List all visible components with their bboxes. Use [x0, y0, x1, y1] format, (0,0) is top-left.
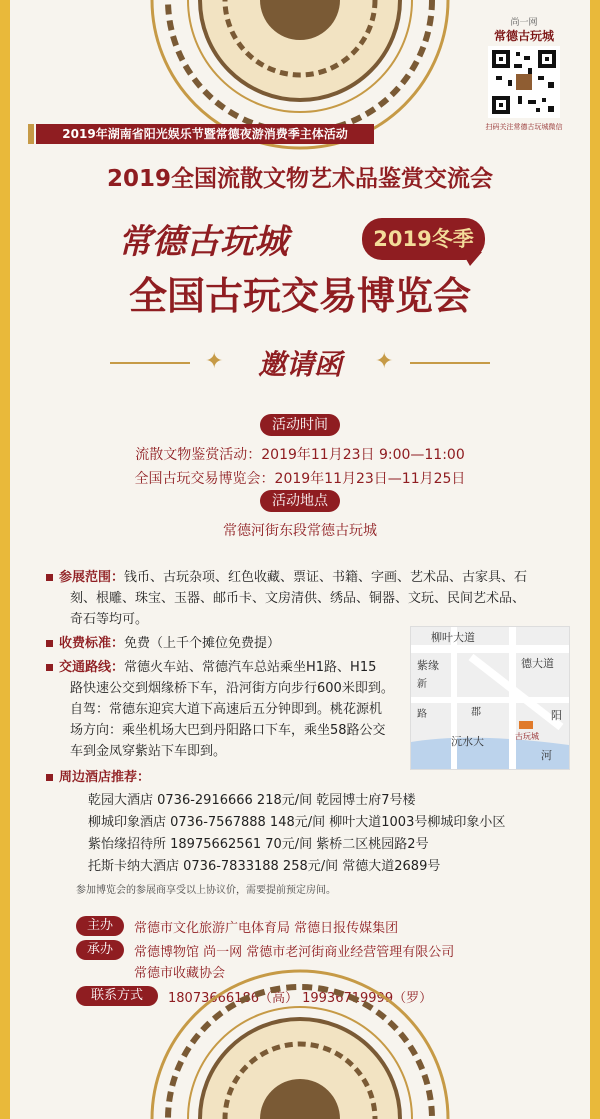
- fee-line: 收费标准：免费（上千个摊位免费提）: [46, 632, 280, 651]
- qr-brand-name: 常德古玩城: [493, 29, 554, 43]
- host-text: 常德市文化旅游广电体育局 常德日报传媒集团: [134, 921, 399, 936]
- map-spot-label: 古玩城: [515, 732, 539, 741]
- qr-section: [476, 18, 572, 132]
- qr-brand: 尚一网: [510, 18, 538, 28]
- map-road-label: 阳: [551, 709, 562, 722]
- co-label: 承办: [76, 940, 124, 960]
- season-badge-tail: [462, 252, 482, 266]
- map-road-label: 沅水大: [451, 735, 484, 748]
- traffic-line-1: 交通路线：常德火车站、常德汽车总站乘坐H1路、H15: [46, 656, 376, 675]
- bullet-icon: [46, 574, 53, 581]
- map-graphic: [411, 627, 569, 769]
- main-title: 2019全国流散文物艺术品鉴赏交流会: [106, 166, 493, 192]
- invitation-title: 邀请函: [257, 348, 342, 381]
- location-map[interactable]: [410, 626, 570, 770]
- star-icon: ✦: [205, 349, 224, 374]
- activity-banner: 2019年湖南省阳光娱乐节暨常德夜游消费季主体活动: [36, 124, 374, 144]
- contact-label: 联系方式: [76, 986, 158, 1006]
- star-icon: ✦: [375, 349, 394, 374]
- map-road-label: 紫缘: [417, 659, 439, 672]
- poster: [10, 0, 590, 1119]
- hotel-item: 乾园大酒店 0736-2916666 218元/间 乾园博士府7号楼: [88, 793, 416, 808]
- bottom-ornament: [150, 969, 450, 1119]
- traffic-line-4: 场方向：乘坐机场大巴到丹阳路口下车，乘坐58路公交: [70, 723, 386, 738]
- scope-line-1: 参展范围：钱币、古玩杂项、红色收藏、票证、书籍、字画、艺术品、古家具、石: [46, 566, 527, 585]
- hotel-item: 柳城印象酒店 0736-7567888 148元/间 柳叶大道1003号柳城印象小区: [88, 815, 506, 830]
- invitation-row: [10, 338, 590, 388]
- divider-right: [410, 362, 490, 364]
- map-road-label: 郡: [471, 707, 481, 718]
- map-road-label: 新: [417, 679, 427, 690]
- activity-1: 流散文物鉴赏活动：2019年11月23日 9:00—11:00: [135, 447, 465, 463]
- traffic-line-5: 车到金凤穿紫站下车即到。: [70, 744, 227, 759]
- brand-row: [10, 212, 590, 262]
- qr-code[interactable]: [488, 46, 560, 118]
- traffic-line-3: 自驾：常德东迎宾大道下高速后五分钟即到。桃花源机: [70, 702, 383, 717]
- banner-accent: [28, 124, 34, 144]
- hotel-item: 托斯卡纳大酒店 0736-7833188 258元/间 常德大道2689号: [88, 859, 441, 874]
- scope-line-3: 奇石等均可。: [70, 612, 149, 627]
- qr-caption: 扫码关注常德古玩城微信: [485, 123, 563, 131]
- hotel-heading: 周边酒店推荐：: [46, 766, 150, 785]
- bullet-icon: [46, 664, 53, 671]
- map-road-label: 德大道: [521, 657, 554, 670]
- location-text: 常德河街东段常德古玩城: [223, 523, 377, 539]
- co-text-2: 常德市收藏协会: [134, 966, 226, 981]
- host-label: 主办: [76, 916, 124, 936]
- traffic-line-2: 路快速公交到烟缘桥下车，沿河街方向步行600米即到。: [70, 681, 394, 696]
- expo-title: 全国古玩交易博览会: [128, 274, 471, 318]
- brand-calligraphy: 常德古玩城: [118, 222, 288, 262]
- location-label: 活动地点: [260, 490, 340, 512]
- map-road-label: 路: [417, 709, 427, 720]
- map-road-label: 河: [541, 749, 552, 762]
- time-label: 活动时间: [260, 414, 340, 436]
- map-road-label: 柳叶大道: [431, 631, 475, 644]
- bullet-icon: [46, 640, 53, 647]
- hotel-item: 紫怡缘招待所 18975662561 70元/间 紫桥二区桃园路2号: [88, 837, 429, 852]
- contact-text: 18073666186（高） 19936719999（罗）: [168, 991, 433, 1006]
- hotel-note: 参加博览会的参展商享受以上协议价，需要提前预定房间。: [76, 885, 336, 896]
- activity-2: 全国古玩交易博览会：2019年11月23日—11月25日: [134, 471, 466, 487]
- scope-line-2: 刻、根雕、珠宝、玉器、邮币卡、文房清供、绣品、铜器、文玩、民间艺术品、: [70, 591, 526, 606]
- co-text-1: 常德博物馆 尚一网 常德市老河街商业经营管理有限公司: [134, 945, 455, 960]
- bullet-icon: [46, 774, 53, 781]
- season-badge: 2019冬季: [362, 218, 485, 260]
